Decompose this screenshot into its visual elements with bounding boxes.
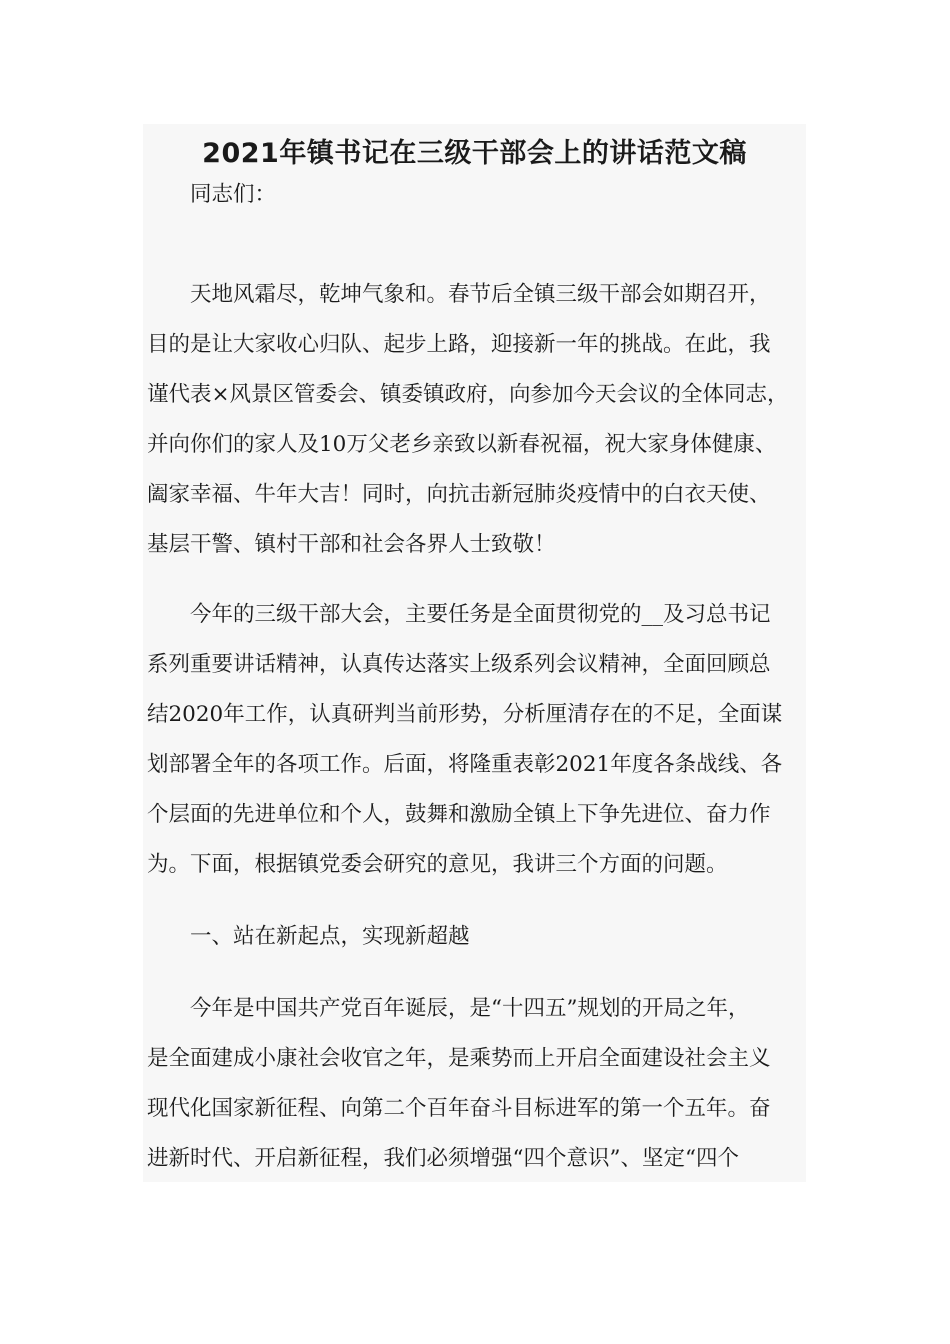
paragraph-line: 今年是中国共产党百年诞辰，是“十四五”规划的开局之年， [190, 996, 750, 1021]
section-heading: 一、站在新起点，实现新超越 [190, 924, 470, 949]
paragraph-line: 天地风霜尽，乾坤气象和。春节后全镇三级干部会如期召开， [190, 282, 771, 307]
paragraph-line: 阖家幸福、牛年大吉！同时，向抗击新冠肺炎疫情中的白衣天使、 [147, 482, 771, 507]
paragraph-line: 现代化国家新征程、向第二个百年奋斗目标进军的第一个五年。奋 [147, 1096, 771, 1121]
paragraph-line: 结2020年工作，认真研判当前形势，分析厘清存在的不足，全面谋 [147, 702, 783, 727]
paragraph-line: 个层面的先进单位和个人，鼓舞和激励全镇上下争先进位、奋力作 [147, 802, 771, 827]
document-title: 2021年镇书记在三级干部会上的讲话范文稿 [202, 138, 747, 169]
paragraph-line: 划部署全年的各项工作。后面，将隆重表彰2021年度各条战线、各 [147, 752, 783, 777]
paragraph-line: 谨代表×风景区管委会、镇委镇政府，向参加今天会议的全体同志， [147, 382, 789, 407]
paragraph-line: 进新时代、开启新征程，我们必须增强“四个意识”、坚定“四个 [147, 1146, 739, 1171]
paragraph-line: 基层干警、镇村干部和社会各界人士致敬！ [147, 532, 556, 557]
paragraph-line: 系列重要讲话精神，认真传达落实上级系列会议精神，全面回顾总 [147, 652, 771, 677]
paragraph-line: 为。下面，根据镇党委会研究的意见，我讲三个方面的问题。 [147, 852, 728, 877]
paragraph-line: 并向你们的家人及10万父老乡亲致以新春祝福，祝大家身体健康、 [147, 432, 777, 457]
salutation-line: 同志们： [190, 182, 277, 207]
paragraph-line: 今年的三级干部大会，主要任务是全面贯彻党的__及习总书记 [190, 602, 771, 627]
paragraph-line: 是全面建成小康社会收官之年，是乘势而上开启全面建设社会主义 [147, 1046, 771, 1071]
paragraph-line: 目的是让大家收心归队、起步上路，迎接新一年的挑战。在此，我 [147, 332, 771, 357]
